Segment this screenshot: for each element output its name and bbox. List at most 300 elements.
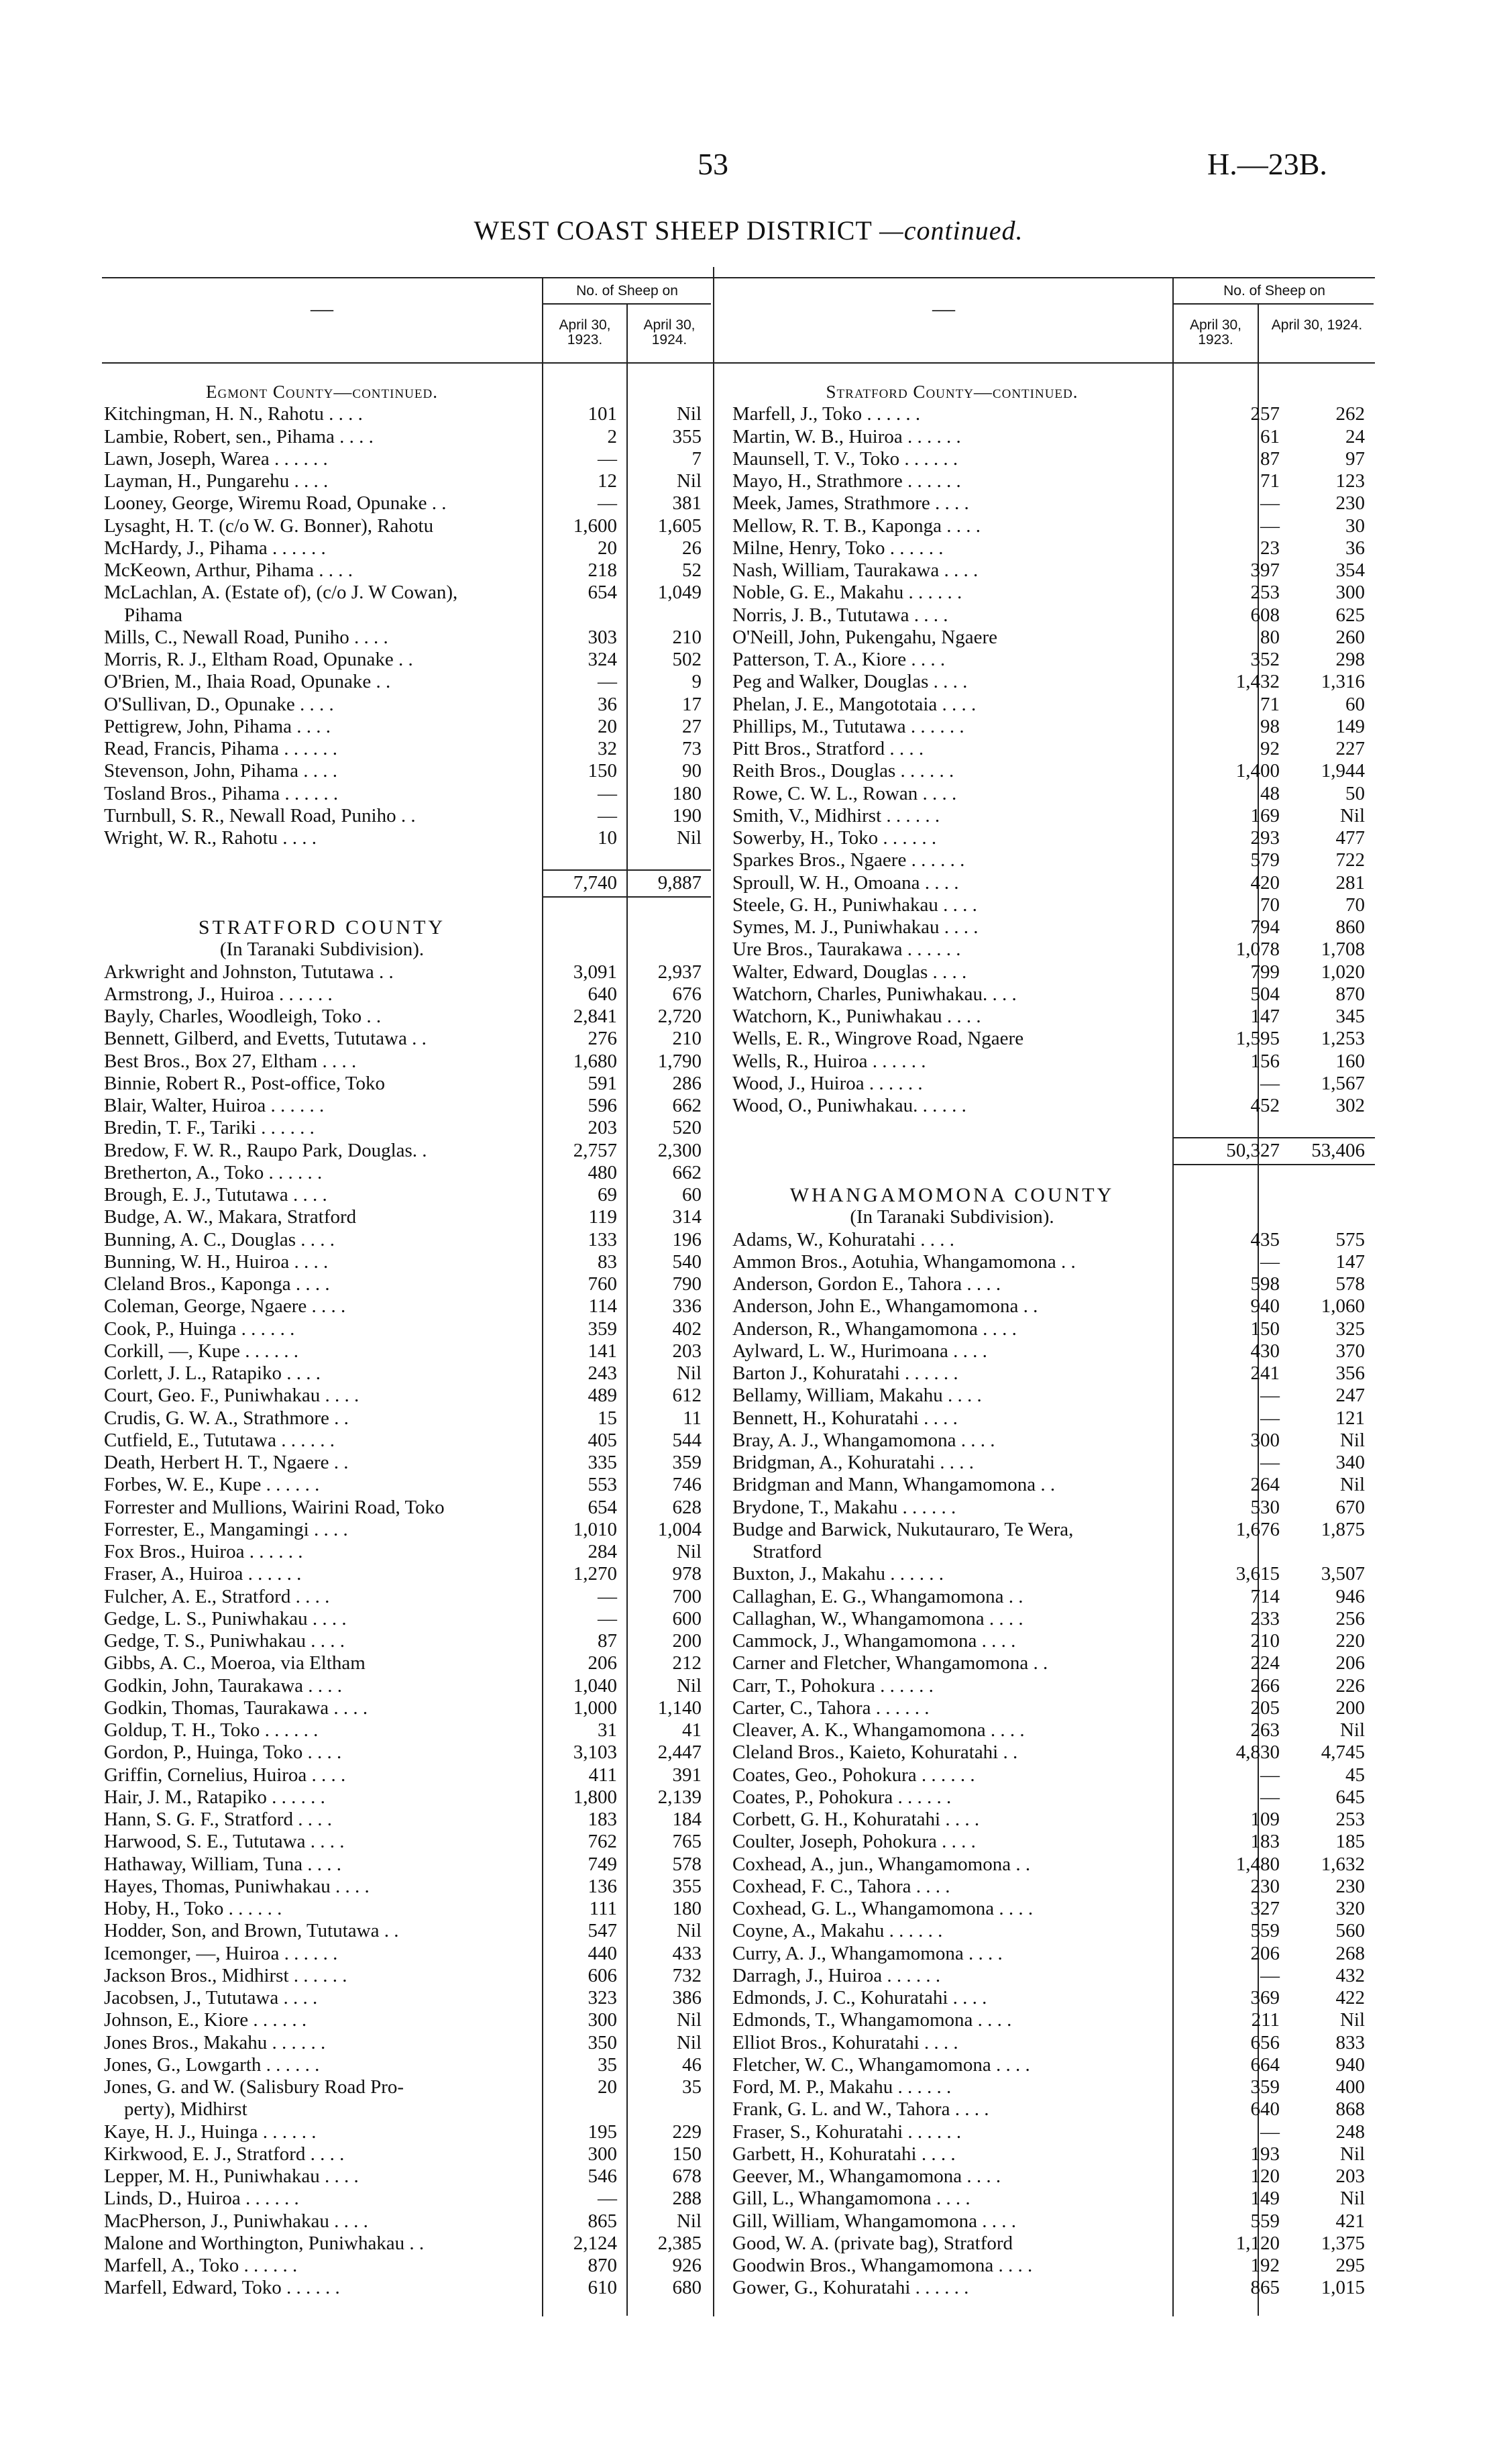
sheep-1924: 746 bbox=[672, 1474, 702, 1496]
table-row bbox=[104, 1965, 711, 1987]
sheep-1924: 432 bbox=[1335, 1964, 1365, 1986]
sheep-1924: 359 bbox=[672, 1452, 702, 1473]
owner-name: Icemonger, —, Huiroa . . . . . . bbox=[104, 1942, 338, 1964]
sheep-1924: 1,049 bbox=[657, 582, 702, 604]
sheep-1923: 230 bbox=[1250, 1875, 1280, 1897]
sheep-1923: 119 bbox=[588, 1206, 617, 1228]
owner-name: Read, Francis, Pihama . . . . . . bbox=[104, 738, 337, 759]
sheep-1924: 612 bbox=[672, 1385, 702, 1407]
sheep-1923: 80 bbox=[1260, 626, 1280, 648]
table-row bbox=[104, 1764, 711, 1786]
table-row bbox=[732, 1809, 1375, 1831]
owner-name: Geever, M., Whangamomona . . . . bbox=[732, 2165, 1001, 2187]
table-row bbox=[732, 2098, 1375, 2121]
table-row bbox=[732, 827, 1375, 849]
table-row bbox=[732, 1943, 1375, 1965]
page-title bbox=[0, 215, 1497, 246]
owner-name: Gill, William, Whangamomona . . . . bbox=[732, 2210, 1017, 2232]
sheep-1923: 335 bbox=[588, 1452, 617, 1473]
table-row bbox=[732, 2143, 1375, 2165]
sheep-1923: 211 bbox=[1251, 2009, 1280, 2031]
sheep-1924: 540 bbox=[672, 1250, 702, 1273]
sheep-1924: 336 bbox=[672, 1295, 702, 1318]
total-rule-above bbox=[542, 869, 711, 871]
table-row bbox=[104, 1898, 711, 1920]
sheep-1924: 7 bbox=[691, 447, 702, 470]
table-row bbox=[732, 1006, 1375, 1028]
sheep-1924: 52 bbox=[682, 559, 702, 581]
sheep-1923: 323 bbox=[588, 1987, 617, 2008]
sheep-1923: 36 bbox=[598, 693, 617, 715]
sheep-1923: — bbox=[598, 1607, 617, 1629]
table-row bbox=[104, 1430, 711, 1452]
table-row bbox=[732, 1831, 1375, 1853]
owner-name: Nash, William, Taurakawa . . . . bbox=[732, 559, 979, 581]
owner-name: Goldup, T. H., Toko . . . . . . bbox=[104, 1719, 319, 1741]
sheep-1923: 327 bbox=[1250, 1898, 1280, 1919]
table-row bbox=[104, 1809, 711, 1831]
table-row bbox=[104, 1987, 711, 2009]
sheep-1924: 1,015 bbox=[1321, 2277, 1365, 2299]
sheep-1923: 504 bbox=[1250, 983, 1280, 1005]
sheep-1923: 865 bbox=[1250, 2277, 1280, 2299]
table-row-continuation bbox=[104, 2098, 711, 2121]
owner-name: Callaghan, E. G., Whangamomona . . bbox=[732, 1585, 1023, 1607]
sheep-1923: 664 bbox=[1250, 2053, 1280, 2076]
sheep-1923: 111 bbox=[589, 1898, 617, 1919]
owner-name: Norris, J. B., Tututawa . . . . bbox=[732, 604, 948, 626]
sheep-1923: 3,103 bbox=[573, 1742, 617, 1764]
owner-name: Hann, S. G. F., Stratford . . . . bbox=[104, 1809, 333, 1830]
sheep-1924: 2,720 bbox=[657, 1006, 702, 1027]
owner-name: Jones, G., Lowgarth . . . . . . bbox=[104, 2053, 320, 2076]
sheep-1924: 422 bbox=[1335, 1987, 1365, 2008]
owner-name: Coates, P., Pohokura . . . . . . bbox=[732, 1786, 952, 1808]
owner-name: Sproull, W. H., Omoana . . . . bbox=[732, 871, 959, 894]
owner-name: Jones Bros., Makahu . . . . . . bbox=[104, 2031, 326, 2053]
owner-name: Coates, Geo., Pohokura . . . . . . bbox=[732, 1764, 975, 1786]
table-row bbox=[104, 515, 711, 537]
sheep-1923: 3,091 bbox=[573, 961, 617, 983]
sheep-1923: — bbox=[1260, 492, 1280, 515]
sheep-1923: 579 bbox=[1250, 849, 1280, 871]
sheep-1924: 149 bbox=[1335, 715, 1365, 737]
table-row bbox=[732, 492, 1375, 515]
sheep-1924: 4,745 bbox=[1321, 1742, 1365, 1764]
owner-name: Wood, J., Huiroa . . . . . . bbox=[732, 1072, 923, 1094]
sheep-1923: 156 bbox=[1250, 1050, 1280, 1072]
table-row bbox=[104, 2054, 711, 2076]
owner-name: Best Bros., Box 27, Eltham . . . . bbox=[104, 1050, 357, 1072]
blank-row bbox=[104, 849, 711, 871]
table-row bbox=[732, 1474, 1375, 1496]
sheep-1924: Nil bbox=[1339, 1429, 1365, 1451]
sheep-1923: 263 bbox=[1250, 1719, 1280, 1741]
owner-name: Sparkes Bros., Ngaere . . . . . . bbox=[732, 849, 965, 871]
sheep-1924: 190 bbox=[672, 804, 702, 826]
table-row bbox=[104, 1719, 711, 1742]
owner-name: Hathaway, William, Tuna . . . . bbox=[104, 1853, 342, 1875]
table-row bbox=[104, 1184, 711, 1206]
owner-name: Cleland Bros., Kaponga . . . . bbox=[104, 1273, 330, 1295]
sheep-1924: 946 bbox=[1335, 1585, 1365, 1607]
sheep-1923: 1,400 bbox=[1235, 760, 1280, 782]
owner-name: Symes, M. J., Puniwhakau . . . . bbox=[732, 916, 979, 938]
sheep-1924: 1,316 bbox=[1321, 671, 1365, 693]
table-row bbox=[732, 760, 1375, 782]
table-row bbox=[104, 1095, 711, 1117]
owner-name: Cammock, J., Whangamomona . . . . bbox=[732, 1630, 1016, 1652]
sheep-1924: 36 bbox=[1345, 537, 1365, 559]
sheep-1923: 20 bbox=[598, 715, 617, 737]
owner-name: Callaghan, W., Whangamomona . . . . bbox=[732, 1607, 1023, 1629]
table-row bbox=[732, 559, 1375, 582]
table-row bbox=[104, 1385, 711, 1407]
sheep-1924: 320 bbox=[1335, 1898, 1365, 1919]
owner-name: Godkin, Thomas, Taurakawa . . . . bbox=[104, 1697, 368, 1719]
owner-name: Cook, P., Huinga . . . . . . bbox=[104, 1318, 295, 1340]
sheep-1923: 92 bbox=[1260, 738, 1280, 759]
sheep-1924: 73 bbox=[682, 738, 702, 759]
owner-name: MacPherson, J., Puniwhakau . . . . bbox=[104, 2210, 368, 2232]
owner-name: Marfell, Edward, Toko . . . . . . bbox=[104, 2277, 340, 2299]
total-rule-above bbox=[1172, 1137, 1375, 1138]
right-header-dash: — bbox=[932, 297, 955, 321]
sheep-1924: 281 bbox=[1335, 871, 1365, 894]
owner-name: Carr, T., Pohokura . . . . . . bbox=[732, 1674, 934, 1697]
owner-name: Bridgman and Mann, Whangamomona . . bbox=[732, 1474, 1056, 1496]
owner-name: Hayes, Thomas, Puniwhakau . . . . bbox=[104, 1875, 370, 1897]
sheep-1924: 356 bbox=[1335, 1362, 1365, 1384]
table-row bbox=[732, 783, 1375, 805]
owner-name: Coulter, Joseph, Pohokura . . . . bbox=[732, 1831, 976, 1853]
sheep-1923: 606 bbox=[588, 1964, 617, 1986]
table-row bbox=[104, 1474, 711, 1496]
sheep-1923: 1,676 bbox=[1235, 1518, 1280, 1540]
table-row bbox=[732, 448, 1375, 470]
table-row bbox=[104, 1140, 711, 1162]
table-row bbox=[732, 1630, 1375, 1652]
sheep-1924: 123 bbox=[1335, 470, 1365, 492]
sheep-1924: Nil bbox=[676, 1920, 702, 1942]
sheep-1924: 670 bbox=[1335, 1496, 1365, 1518]
sheep-1924: 978 bbox=[672, 1563, 702, 1585]
table-row bbox=[732, 2032, 1375, 2054]
table-row bbox=[732, 1586, 1375, 1608]
sheep-1923: 300 bbox=[588, 2143, 617, 2165]
table-row bbox=[104, 827, 711, 849]
sheep-1924: 402 bbox=[672, 1318, 702, 1340]
table-row bbox=[732, 582, 1375, 604]
sheep-1923: 610 bbox=[588, 2277, 617, 2299]
owner-name: Carter, C., Tahora . . . . . . bbox=[732, 1697, 930, 1719]
sheep-1924: 1,020 bbox=[1321, 961, 1365, 983]
sheep-1923: 1,595 bbox=[1235, 1028, 1280, 1050]
owner-name: Goodwin Bros., Whangamomona . . . . bbox=[732, 2255, 1033, 2276]
sheep-1923: 405 bbox=[588, 1429, 617, 1451]
owner-name: Lambie, Robert, sen., Pihama . . . . bbox=[104, 425, 374, 447]
sheep-1923: 749 bbox=[588, 1853, 617, 1875]
sheep-1924: 765 bbox=[672, 1831, 702, 1853]
left-header-dash: — bbox=[311, 297, 333, 321]
table-row bbox=[732, 2277, 1375, 2299]
table-row bbox=[104, 627, 711, 649]
sheep-1923: 4,830 bbox=[1235, 1742, 1280, 1764]
owner-name: Edmonds, T., Whangamomona . . . . bbox=[732, 2009, 1012, 2031]
sheep-1923: — bbox=[1260, 2121, 1280, 2143]
owner-name: Lepper, M. H., Puniwhakau . . . . bbox=[104, 2165, 359, 2187]
table-row bbox=[732, 916, 1375, 939]
sheep-1924: 575 bbox=[1335, 1228, 1365, 1250]
owner-name: Coxhead, F. C., Tahora . . . . bbox=[732, 1875, 950, 1897]
sheep-1923: 149 bbox=[1250, 2188, 1280, 2210]
sheep-1924: 298 bbox=[1335, 649, 1365, 670]
sheep-1923: 559 bbox=[1250, 1920, 1280, 1942]
owner-name: Steele, G. H., Puniwhakau . . . . bbox=[732, 894, 977, 916]
table-row bbox=[732, 1742, 1375, 1764]
sheep-1923: 169 bbox=[1250, 804, 1280, 826]
sheep-1924: 662 bbox=[672, 1161, 702, 1183]
table-row bbox=[104, 426, 711, 448]
owner-name: Malone and Worthington, Puniwhakau . . bbox=[104, 2232, 425, 2254]
table-row bbox=[732, 1028, 1375, 1050]
table-row bbox=[732, 1563, 1375, 1585]
sheep-1923: 233 bbox=[1250, 1607, 1280, 1629]
heading-text: STRATFORD COUNTY bbox=[198, 916, 446, 939]
sheep-1923: 420 bbox=[1250, 871, 1280, 894]
owner-name: Death, Herbert H. T., Ngaere . . bbox=[104, 1452, 349, 1473]
owner-name: Elliot Bros., Kohuratahi . . . . bbox=[732, 2031, 958, 2053]
table-row bbox=[732, 1786, 1375, 1809]
sheep-1923: 71 bbox=[1260, 470, 1280, 492]
sheep-1924: 147 bbox=[1335, 1250, 1365, 1273]
table-row bbox=[732, 2009, 1375, 2031]
sheep-1924: 3,507 bbox=[1321, 1563, 1365, 1585]
sheep-1923: 183 bbox=[588, 1809, 617, 1830]
sheep-1923: 480 bbox=[588, 1161, 617, 1183]
sheep-1923: 224 bbox=[1250, 1652, 1280, 1674]
table-row bbox=[732, 2255, 1375, 2277]
sheep-1923: 359 bbox=[1250, 2076, 1280, 2098]
sheep-1924: 370 bbox=[1335, 1340, 1365, 1362]
sheep-1924: 477 bbox=[1335, 827, 1365, 849]
sheep-1924: 212 bbox=[672, 1652, 702, 1674]
sheep-1924: 27 bbox=[682, 715, 702, 737]
sheep-1923: 1,480 bbox=[1235, 1853, 1280, 1875]
table-row bbox=[732, 849, 1375, 871]
owner-name: perty), Midhirst bbox=[124, 2098, 247, 2121]
table-row bbox=[104, 1876, 711, 1898]
owner-name: Kitchingman, H. N., Rahotu . . . . bbox=[104, 403, 363, 425]
owner-name: Wright, W. R., Rahotu . . . . bbox=[104, 827, 317, 849]
owner-name: Jones, G. and W. (Salisbury Road Pro- bbox=[104, 2076, 404, 2098]
table-row bbox=[104, 470, 711, 492]
sheep-1924: Nil bbox=[1339, 2188, 1365, 2210]
table-row bbox=[732, 1318, 1375, 1340]
sheep-1923: — bbox=[598, 2188, 617, 2210]
owner-name: Phelan, J. E., Mangototaia . . . . bbox=[732, 693, 977, 715]
county-heading bbox=[732, 381, 1375, 403]
sheep-1923: 3,615 bbox=[1235, 1563, 1280, 1585]
owner-name: O'Neill, John, Pukengahu, Ngaere bbox=[732, 626, 998, 648]
sheep-1924: 26 bbox=[682, 537, 702, 559]
sheep-1924: 11 bbox=[683, 1407, 702, 1429]
title-main: WEST COAST SHEEP DISTRICT bbox=[474, 215, 873, 246]
table-row bbox=[104, 738, 711, 760]
sheep-1923: 218 bbox=[588, 559, 617, 581]
sheep-1924: 544 bbox=[672, 1429, 702, 1451]
sheep-1924: 700 bbox=[672, 1585, 702, 1607]
owner-name: Turnbull, S. R., Newall Road, Puniho . . bbox=[104, 804, 416, 826]
owner-name: Ammon Bros., Aotuhia, Whangamomona . . bbox=[732, 1250, 1076, 1273]
owner-name: Forbes, W. E., Kupe . . . . . . bbox=[104, 1474, 320, 1496]
owner-name: Court, Geo. F., Puniwhakau . . . . bbox=[104, 1385, 359, 1407]
owner-name: Kirkwood, E. J., Stratford . . . . bbox=[104, 2143, 345, 2165]
owner-name: Gibbs, A. C., Moeroa, via Eltham bbox=[104, 1652, 366, 1674]
sheep-1923: — bbox=[1260, 515, 1280, 537]
table-row bbox=[732, 1965, 1375, 1987]
table-row bbox=[732, 1497, 1375, 1519]
table-row bbox=[732, 604, 1375, 627]
owner-name: Bredow, F. W. R., Raupo Park, Douglas. . bbox=[104, 1139, 427, 1161]
table-row bbox=[104, 1051, 711, 1073]
total-rule-below bbox=[1172, 1164, 1375, 1165]
sheep-1924: 262 bbox=[1335, 403, 1365, 425]
sheep-1923: 206 bbox=[1250, 1942, 1280, 1964]
sheep-1923: 293 bbox=[1250, 827, 1280, 849]
table-row bbox=[732, 1430, 1375, 1452]
table-row bbox=[732, 671, 1375, 693]
table-row bbox=[732, 470, 1375, 492]
sheep-1923: 147 bbox=[1250, 1006, 1280, 1027]
sheep-1923: 210 bbox=[1250, 1630, 1280, 1652]
sheep-1923: 69 bbox=[598, 1184, 617, 1206]
sheep-1924: 381 bbox=[672, 492, 702, 515]
table-row bbox=[732, 2054, 1375, 2076]
table-row bbox=[104, 2233, 711, 2255]
sheep-1924: 645 bbox=[1335, 1786, 1365, 1808]
owner-name: Smith, V., Midhirst . . . . . . bbox=[732, 804, 940, 826]
owner-name: Morris, R. J., Eltham Road, Opunake . . bbox=[104, 649, 413, 670]
table-row bbox=[732, 1519, 1375, 1541]
sheep-1923: 300 bbox=[1250, 1429, 1280, 1451]
table-row bbox=[104, 671, 711, 693]
table-row bbox=[732, 716, 1375, 738]
sheep-1924: 355 bbox=[672, 1875, 702, 1897]
owner-name: Hoby, H., Toko . . . . . . bbox=[104, 1898, 282, 1919]
sheep-1923: 206 bbox=[588, 1652, 617, 1674]
sheep-1924: 2,937 bbox=[657, 961, 702, 983]
sheep-1923: 760 bbox=[588, 1273, 617, 1295]
sheep-1924: 253 bbox=[1335, 1809, 1365, 1830]
section-subtitle bbox=[104, 939, 711, 961]
right-header-sheep-on: No. of Sheep on bbox=[1223, 283, 1325, 299]
owner-name: Crudis, G. W. A., Strathmore . . bbox=[104, 1407, 349, 1429]
table-row bbox=[732, 1452, 1375, 1474]
sheep-1924: 325 bbox=[1335, 1318, 1365, 1340]
owner-name: Mills, C., Newall Road, Puniho . . . . bbox=[104, 626, 388, 648]
sheep-1924: 260 bbox=[1335, 626, 1365, 648]
sheep-1924: 184 bbox=[672, 1809, 702, 1830]
sheep-1923: 101 bbox=[588, 403, 617, 425]
sheep-1923: 20 bbox=[598, 537, 617, 559]
total-1924: 53,406 bbox=[1311, 1139, 1365, 1161]
left-header-year-1924: April 30, 1924. bbox=[643, 317, 696, 347]
sheep-1923: — bbox=[598, 782, 617, 804]
sheep-1924: 560 bbox=[1335, 1920, 1365, 1942]
sheep-1923: 1,010 bbox=[573, 1518, 617, 1540]
sheep-1923: 654 bbox=[588, 1496, 617, 1518]
owner-name: Bray, A. J., Whangamomona . . . . bbox=[732, 1429, 995, 1451]
table-row bbox=[732, 1652, 1375, 1674]
sheep-1924: 41 bbox=[682, 1719, 702, 1741]
sheep-1923: 257 bbox=[1250, 403, 1280, 425]
table-row bbox=[104, 983, 711, 1006]
owner-name: Corlett, J. L., Ratapiko . . . . bbox=[104, 1362, 321, 1384]
sheep-1924: 2,139 bbox=[657, 1786, 702, 1808]
table-row bbox=[104, 1831, 711, 1853]
owner-name: Bunning, A. C., Douglas . . . . bbox=[104, 1228, 335, 1250]
owner-name: Jackson Bros., Midhirst . . . . . . bbox=[104, 1964, 347, 1986]
sheep-1924: 247 bbox=[1335, 1385, 1365, 1407]
sheep-1924: 248 bbox=[1335, 2121, 1365, 2143]
sheep-1923: 1,078 bbox=[1235, 939, 1280, 961]
sheep-1924: 180 bbox=[672, 1898, 702, 1919]
table-row bbox=[104, 2210, 711, 2233]
page-reference: H.—23B. bbox=[1207, 147, 1327, 181]
sheep-1924: 295 bbox=[1335, 2255, 1365, 2276]
sheep-1923: 352 bbox=[1250, 649, 1280, 670]
owner-name: Tosland Bros., Pihama . . . . . . bbox=[104, 782, 339, 804]
table-row bbox=[732, 2165, 1375, 2188]
sheep-1923: 71 bbox=[1260, 693, 1280, 715]
sheep-1923: — bbox=[1260, 1764, 1280, 1786]
owner-name: Binnie, Robert R., Post-office, Toko bbox=[104, 1072, 385, 1094]
table-row bbox=[104, 694, 711, 716]
table-row bbox=[104, 1563, 711, 1585]
sheep-1923: 83 bbox=[598, 1250, 617, 1273]
sheep-1924: 355 bbox=[672, 425, 702, 447]
sheep-1923: 1,040 bbox=[573, 1674, 617, 1697]
table-row bbox=[104, 1786, 711, 1809]
sheep-1924: Nil bbox=[1339, 1719, 1365, 1741]
table-row bbox=[104, 649, 711, 671]
owner-name: Griffin, Cornelius, Huiroa . . . . bbox=[104, 1764, 346, 1786]
sheep-1924: 520 bbox=[672, 1117, 702, 1139]
sheep-1923: — bbox=[1260, 1250, 1280, 1273]
sheep-1923: 192 bbox=[1250, 2255, 1280, 2276]
sheep-1923: 547 bbox=[588, 1920, 617, 1942]
table-row bbox=[732, 872, 1375, 894]
sheep-1924: 600 bbox=[672, 1607, 702, 1629]
owner-name: Phillips, M., Tututawa . . . . . . bbox=[732, 715, 964, 737]
table-row bbox=[104, 1742, 711, 1764]
sheep-1923: 799 bbox=[1250, 961, 1280, 983]
owner-name: Godkin, John, Taurakawa . . . . bbox=[104, 1674, 343, 1697]
owner-name: Anderson, R., Whangamomona . . . . bbox=[732, 1318, 1017, 1340]
table-row bbox=[104, 805, 711, 827]
sheep-1924: Nil bbox=[676, 2009, 702, 2031]
table-row bbox=[104, 2255, 711, 2277]
owner-name: Pihama bbox=[124, 604, 182, 626]
owner-name: Wells, R., Huiroa . . . . . . bbox=[732, 1050, 926, 1072]
sheep-1924: 302 bbox=[1335, 1095, 1365, 1116]
owner-name: Gower, G., Kohuratahi . . . . . . bbox=[732, 2277, 969, 2299]
owner-name: Fraser, A., Huiroa . . . . . . bbox=[104, 1563, 302, 1585]
table-row bbox=[732, 1340, 1375, 1362]
owner-name: Pettigrew, John, Pihama . . . . bbox=[104, 715, 331, 737]
sheep-1923: 1,600 bbox=[573, 515, 617, 537]
